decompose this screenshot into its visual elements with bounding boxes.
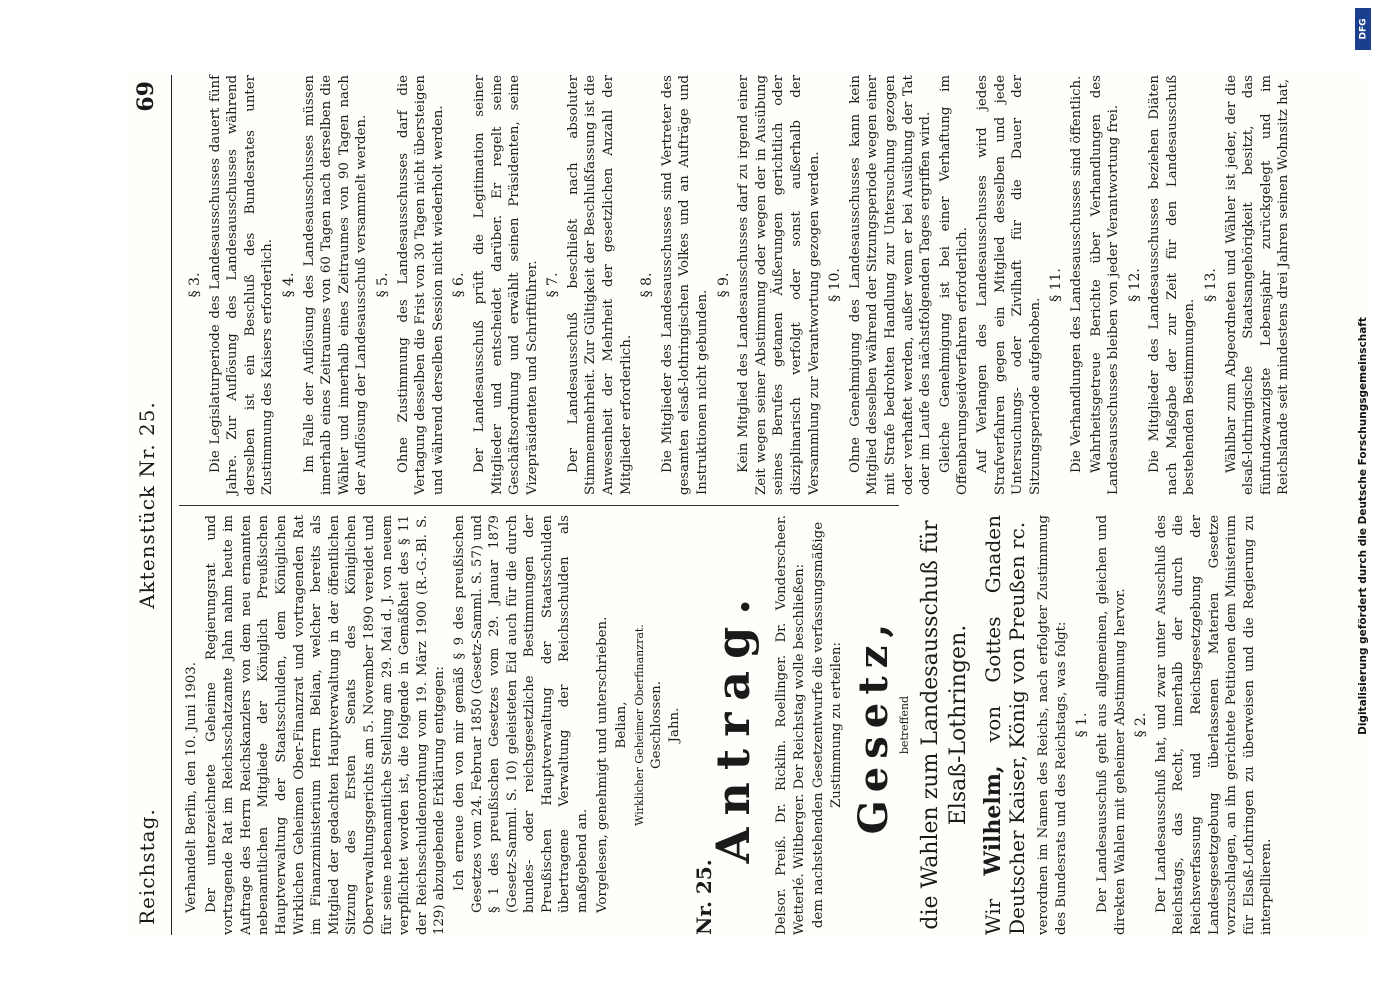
- section-mark: § 5.: [374, 272, 391, 298]
- section-text: Die Mitglieder des Landesausschusses sind Vertreter des gesamten elsaß-lothringischen Volkes und an Aufträge und Instruktionen nicht gebunden.: [659, 75, 711, 495]
- section-text: Ohne Zustimmung des Landesausschusses darf die Vertagung desselben die Frist von 30 Tagen nicht übersteigen und während derselben Session nicht wiederholt werden.: [395, 75, 446, 495]
- right-column: [183, 75, 1295, 495]
- left-column: [183, 515, 1278, 935]
- heading-gesetz: Gesetz,: [849, 615, 897, 835]
- section-text: Der Landesausschuß prüft die Legitimation seiner Mitglieder und entscheidet darüber. Er regelt seine Geschäftsordnung und erwählt seinen Präsidenten, seine Vizepräsidenten und Schriftführer.: [471, 75, 540, 495]
- verordnen: verordnen im Namen des Reichs, nach erfolgter Zustimmung des Bundesrats und des Reichstags, was folgt:: [1036, 515, 1069, 935]
- section-mark: § 12.: [1126, 268, 1143, 302]
- section-text: Kein Mitglied des Landesausschusses darf zu irgend einer Zeit wegen seiner Abstimmung oder wegen der in Ausübung seines Berufes getanen Äußerungen gerichtlich oder disziplinarisch verfolgt oder sonst außerhalb der Versammlung zur Verantwortung gezogen werden.: [736, 75, 822, 495]
- section-text: Der Landesausschuß beschließt nach absoluter Stimmenmehrheit. Zur Gültigkeit der Beschlußfassung ist die Anwesenheit der Mehrheit der gesetzlichen Anzahl der Mitglieder erforderlich.: [565, 75, 634, 495]
- law-title: die Wahlen zum Landesausschuß für Elsaß-Lothringen.: [918, 520, 972, 930]
- page-header: [127, 75, 172, 935]
- page-number: 69: [133, 81, 159, 112]
- section-text: Ohne Genehmigung des Landesausschusses kann kein Mitglied desselben während der Sitzungsperiode wegen einer mit Strafe bedrohten Handlung zur Untersuchung gezogen oder verhaftet werden, außer wenn er bei Ausübung der Tat oder im Laufe des nächstfolgenden Tages ergriffen wird.: [847, 75, 934, 495]
- header-title: Aktenstück Nr. 25.: [135, 401, 159, 609]
- document-number: Nr. 25.: [691, 859, 716, 935]
- section-text: Im Falle der Auflösung des Landesausschusses müssen innerhalb eines Zeitraumes von 60 Tagen nach derselben die Wähler und innerhalb eines Zeitraumes von 90 Tagen nach der Auflösung der Landesausschuß versammelt werden.: [301, 75, 370, 495]
- section-mark: § 11.: [1048, 268, 1065, 302]
- preamble-wir: [981, 515, 1029, 935]
- header-left: Reichstag.: [135, 808, 159, 925]
- paragraph: Vorgelesen, genehmigt und unterschrieben.: [594, 616, 610, 913]
- section-text: Die Verhandlungen des Landesausschusses sind öffentlich.: [1068, 75, 1084, 473]
- heading-antrag: Antrag.: [706, 586, 761, 864]
- dfg-sidebar: [1355, 8, 1371, 994]
- document-page: [127, 75, 1367, 935]
- section-mark: § 2.: [1133, 712, 1150, 738]
- signature-name: Belian,: [614, 701, 630, 749]
- section-text: Wählbar zum Abgeordneten und Wähler ist jeder, der die elsaß-lothringische Staatsangehörigkeit besitzt, das fünfundzwanzigste Lebensjahr zurückgelegt und im Reichslande seit mindestens drei Jahren seinen Wohnsitz hat,: [1223, 75, 1292, 495]
- signature-name: Jahn.: [667, 707, 683, 743]
- section-text: Der Landesausschuß geht aus allgemeinen, gleichen und direkten Wahlen mit geheimer Abstimmung hervor.: [1094, 515, 1128, 935]
- section-mark: § 4.: [280, 272, 297, 298]
- section-mark: § 3.: [187, 272, 203, 298]
- section-mark: § 10.: [827, 268, 844, 302]
- section-mark: § 13.: [1203, 268, 1220, 302]
- section-mark: § 8.: [639, 272, 656, 298]
- column-divider: [179, 505, 899, 506]
- closing-note: Geschlossen.: [649, 681, 665, 769]
- section-mark: § 7.: [545, 272, 562, 298]
- wir-suffix: von Gottes Gnaden Deutscher Kaiser, König von Preußen rc.: [981, 514, 1030, 935]
- emperor-name: Wilhelm,: [980, 765, 1007, 876]
- section-mark: § 6.: [451, 272, 468, 298]
- paragraph: Ich erneue den von mir gemäß § 9 des preußischen Gesetzes vom 24. Februar 1850 (Gesetz-Samml. S. 57) und § 1 des preußischen Gesetzes vom 29. Januar 1879 (Gesetz-Samml. S. 10) geleisteten Eid auch für die durch bundes- oder reichsgesetzliche Bestimmungen der Preußischen Hauptverwaltung der Staatsschulden übertragene Verwaltung der Reichsschulden als maßgebend an.: [451, 515, 591, 913]
- dfg-logo: DFG: [1355, 8, 1371, 50]
- section-text: Gleiche Genehmigung ist bei einer Verhaftung im Offenbarungseidverfahren erforderlich.: [937, 75, 971, 495]
- date-line: Verhandelt Berlin, den 10. Juni 1903.: [184, 662, 199, 913]
- section-mark: § 1.: [1074, 712, 1091, 738]
- paragraph: Der unterzeichnete Geheime Regierungsrat und vortragende Rat im Reichsschatzamte Jahn nahm heute im Auftrage des Herrn Reichskanzlers von dem neu ernannten nebenamtlichen Mitgliede der Königlich Preußischen Hauptverwaltung der Staatsschulden, dem Königlichen Wirklichen Geheimen Ober-Finanzrat und vortragenden Rat im Finanzministerium Herrn Belian, welcher bereits als Mitglied der gedachten Hauptverwaltung in der öffentlichen Sitzung des Ersten Senats des Königlichen Oberverwaltungsgerichts am 5. November 1890 vereidet und für seine nebenamtliche Stellung am 29. Mai d. J. von neuem verpflichtet worden ist, die folgende in Gemäßheit des § 11 der Reichsschuldenordnung vom 19. März 1900 (R.-G.-Bl. S. 129) abzugebende Erklärung entgegen:: [203, 515, 448, 935]
- section-text: Wahrheitsgetreue Berichte über Verhandlungen des Landesausschusses bleiben von jeder Verantwortung frei.: [1088, 75, 1122, 495]
- funding-note: Digitalisierung gefördert durch die Deutsche Forschungsgemeinschaft: [1357, 317, 1369, 735]
- section-text: Die Legislaturperiode des Landesausschusses dauert fünf Jahre. Zur Auflösung des Landesausschusses während derselben ist ein Beschluß des Bundesrates unter Zustimmung des Kaisers erforderlich.: [207, 75, 276, 495]
- section-text: Auf Verlangen des Landesausschusses wird jedes Strafverfahren gegen ein Mitglied desselben und jede Untersuchungs- oder Zivilhaft für die Dauer der Sitzungsperiode aufgehoben.: [974, 75, 1043, 495]
- section-text: Der Landesausschuß hat, und zwar unter Ausschluß des Reichstags, das Recht, innerhalb der durch die Reichsverfassung und Reichsgesetzgebung der Landesgesetzgebung überlassenen Materien Gesetze vorzuschlagen, an ihn gerichtete Petitionen dem Ministerium für Elsaß-Lothringen zu überweisen und die Regierung zu interpellieren.: [1153, 515, 1275, 935]
- wir-prefix: Wir: [981, 898, 1006, 935]
- section-text: Die Mitglieder des Landesausschusses beziehen Diäten nach Maßgabe der zur Zeit für den Landesausschuß bestehenden Bestimmungen.: [1147, 75, 1198, 495]
- betreffend: betreffend: [897, 695, 911, 755]
- movers: Delsor. Preiß. Dr. Ricklin. Roellinger. Dr. Vonderscheer. Wetterlé. Wiltberger. Der Reichstag wolle beschließen:: [774, 515, 807, 935]
- resolution: dem nachstehenden Gesetzentwurfe die verfassungsmäßige Zustimmung zu erteilen:: [811, 521, 844, 929]
- signature-title: Wirklicher Geheimer Oberfinanzrat.: [632, 624, 646, 826]
- section-mark: § 9.: [715, 272, 732, 298]
